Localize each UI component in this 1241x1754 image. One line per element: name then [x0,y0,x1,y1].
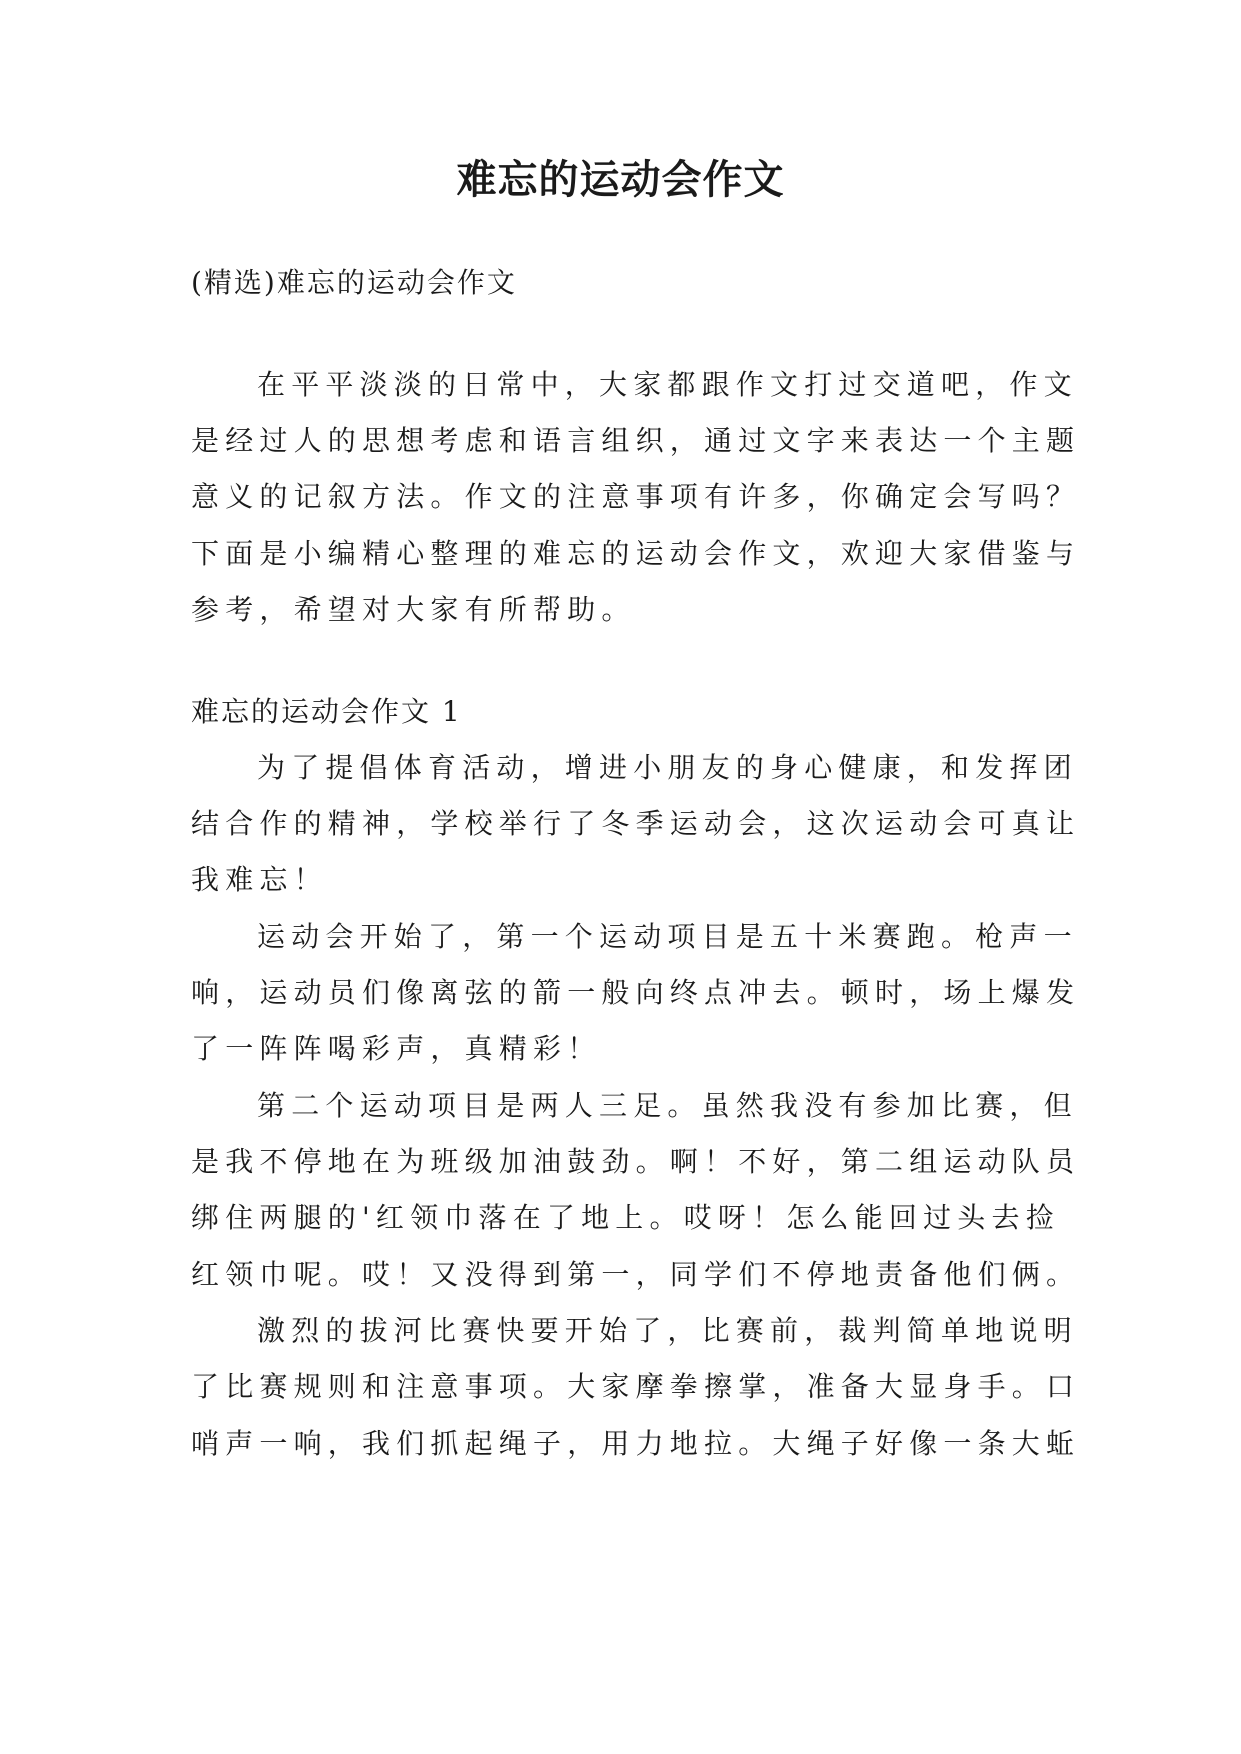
paragraph-line: 哨声一响，我们抓起绳子，用力地拉。大绳子好像一条大蚯 [191,1427,1081,1460]
paragraph-line: 是我不停地在为班级加油鼓劲。啊！不好，第二组运动队员 [191,1145,1081,1178]
paragraph-line: 我难忘！ [191,863,328,896]
intro-line: 是经过人的思想考虑和语言组织，通过文字来表达一个主题 [191,424,1081,457]
intro-line: 参考，希望对大家有所帮助。 [191,593,636,626]
paragraph-line: 为了提倡体育活动，增进小朋友的身心健康，和发挥团 [257,751,1078,784]
paragraph-line: 了一阵阵喝彩声，真精彩！ [191,1032,602,1065]
paragraph-line: 激烈的拔河比赛快要开始了，比赛前，裁判简单地说明 [257,1314,1078,1347]
paragraph-line: 结合作的精神，学校举行了冬季运动会，这次运动会可真让 [191,807,1081,840]
intro-line: 意义的记叙方法。作文的注意事项有许多，你确定会写吗？ [191,480,1081,513]
paragraph-line: 绑住两腿的'红领巾落在了地上。哎呀！怎么能回过头去捡 [191,1201,1060,1234]
intro-line: 下面是小编精心整理的难忘的运动会作文，欢迎大家借鉴与 [191,537,1081,570]
paragraph-line: 响，运动员们像离弦的箭一般向终点冲去。顿时，场上爆发 [191,976,1081,1009]
paragraph-line: 红领巾呢。哎！又没得到第一，同学们不停地责备他们俩。 [191,1258,1081,1291]
page-title: 难忘的运动会作文 [456,157,785,203]
intro-line: 在平平淡淡的日常中，大家都跟作文打过交道吧，作文 [257,368,1078,401]
subtitle: (精选)难忘的运动会作文 [191,266,517,299]
paragraph-line: 了比赛规则和注意事项。大家摩拳擦掌，准备大显身手。口 [191,1370,1081,1403]
section-heading: 难忘的运动会作文 1 [191,695,462,728]
paragraph-line: 运动会开始了，第一个运动项目是五十米赛跑。枪声一 [257,920,1078,953]
paragraph-line: 第二个运动项目是两人三足。虽然我没有参加比赛，但 [257,1089,1078,1122]
